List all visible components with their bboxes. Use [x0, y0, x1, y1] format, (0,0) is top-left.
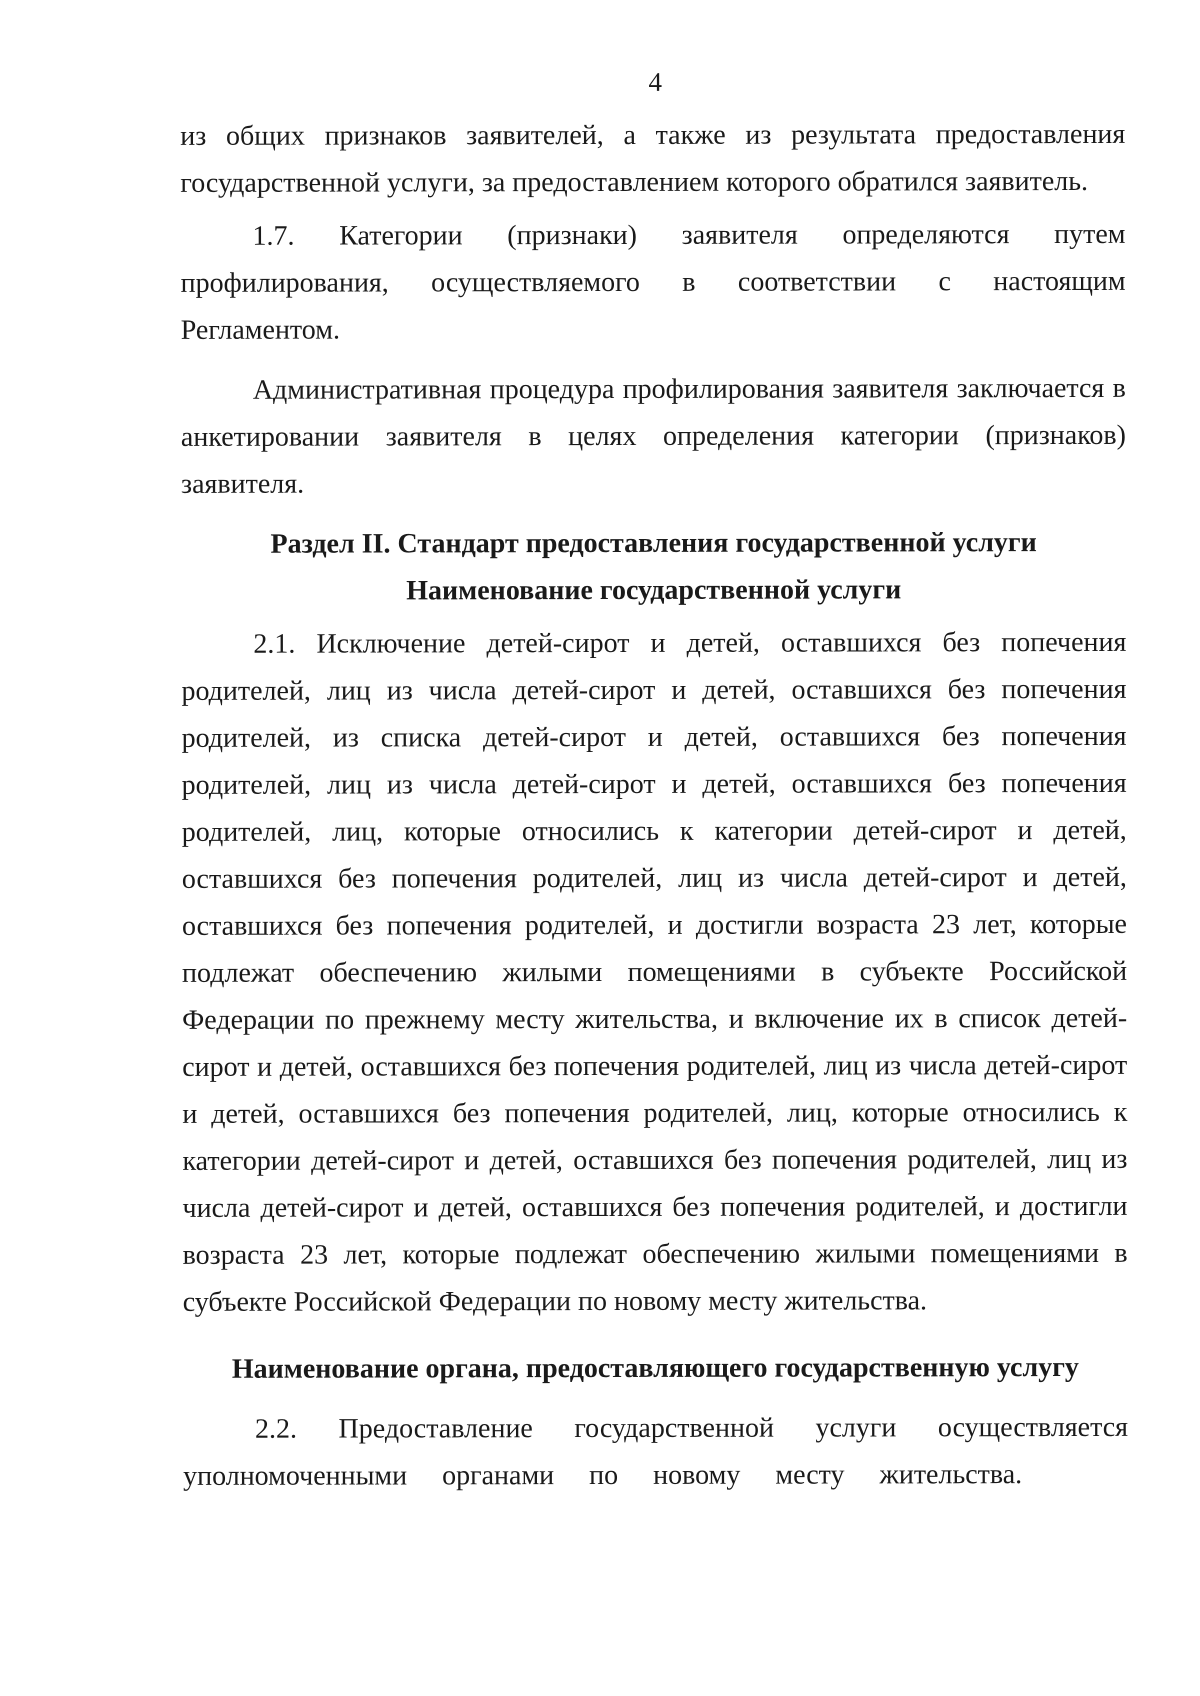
paragraph-continuation: из общих признаков заявителей, а также из результата предоставления государственной услуги, за предоставлением которого обратился заявитель.: [180, 118, 1126, 199]
paragraph-2-1: 2.1. Исключение детей-сирот и детей, оставшихся без попечения родителей, лиц из числа детей-сирот и детей, оставшихся без попечения родителей, из списка детей-сирот и детей, оставшихся без попечения родителей, лиц из числа детей-сирот и детей, оставшихся без попечения родителей, лиц, которые относились к категории детей-сирот и детей, оставшихся без попечения родителей, лиц из числа детей-сирот и детей, оставшихся без попечения родителей, и достигли возраста 23 лет, которые подлежат обеспечению жилыми помещениями в субъекте Российской Федерации по прежнему месту жительства, и включение их в список детей-сирот и детей, оставшихся без попечения родителей, лиц из числа детей-сирот и детей, оставшихся без попечения родителей, лиц, которые относились к категории детей-сирот и детей, оставшихся без попечения родителей, лиц из числа детей-сирот и детей, оставшихся без попечения родителей, и достигли возраста 23 лет, которые подлежат обеспечению жилыми помещениями в субъекте Российской Федерации по новому месту жительства.: [181, 626, 1128, 1318]
section-title: Раздел II. Стандарт предоставления государственной услуги: [270, 527, 1037, 560]
paragraph-2-2: 2.2. Предоставление государственной услуги осуществляется уполномоченными органами по новому месту жительства.: [183, 1411, 1129, 1492]
heading-service-name: Наименование государственной услуги: [406, 574, 902, 607]
page-number: 4: [648, 66, 662, 97]
paragraph-1-7: 1.7. Категории (признаки) заявителя определяются путем профилирования, осуществляемого в соответствии с настоящим Регламентом.: [180, 218, 1126, 346]
heading-authority: Наименование органа, предоставляющего государственную услугу: [231, 1352, 1079, 1385]
document-body: [180, 111, 1128, 1500]
paragraph-admin-procedure: Административная процедура профилирования заявителя заключается в анкетировании заявителя в целях определения категории (признаков) заявителя.: [180, 372, 1126, 500]
